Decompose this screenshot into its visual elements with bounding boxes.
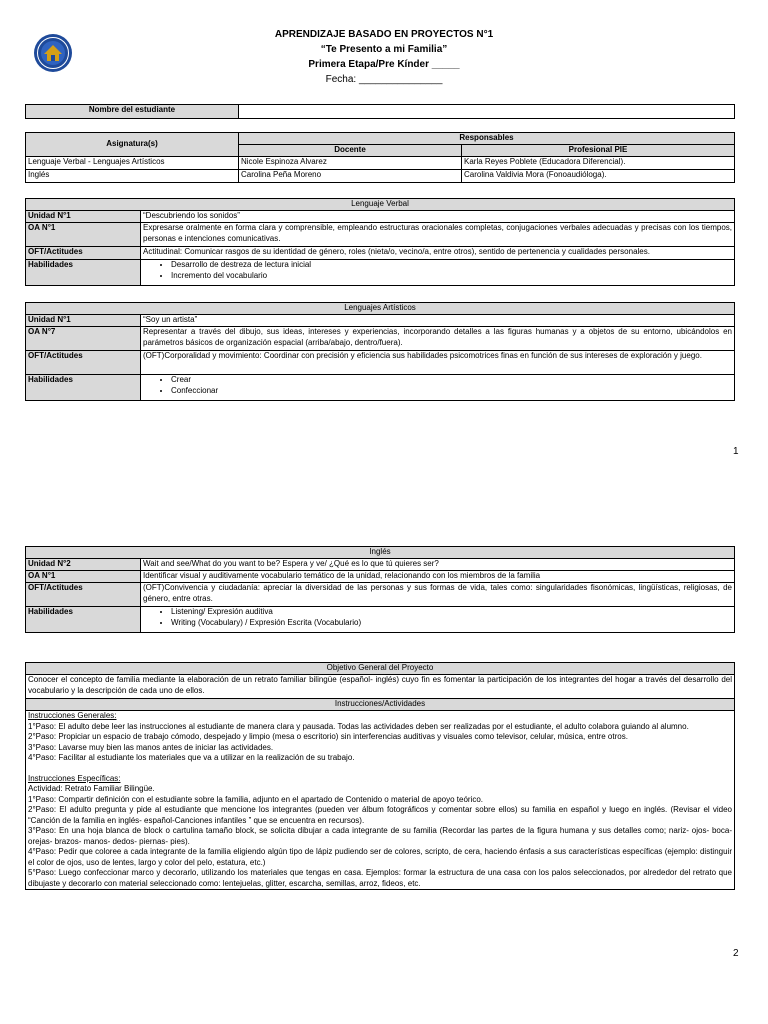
list-item: • Incremento del vocabulario (171, 271, 732, 282)
section-title: Lenguaje Verbal (26, 199, 735, 211)
unidad-value: “Descubriendo los sonidos” (141, 211, 735, 223)
list-item: • Crear (171, 375, 732, 386)
date-line: Fecha: _______________ (325, 74, 443, 85)
objetivo-title: Objetivo General del Proyecto (26, 663, 735, 675)
activity-line: Actividad: Retrato Familiar Bilingüe. (28, 784, 155, 793)
oa-value: Expresarse oralmente en forma clara y comprensible, empleando estructuras oracionales completas, conjugaciones verbales adecuadas y precisas con los tiempos, personas e intenciones comunicativas. (141, 223, 735, 247)
oft-label: OFT/Actitudes (26, 583, 141, 607)
subject-cell: Lenguaje Verbal - Lenguajes Artísticos (26, 157, 239, 170)
list-item: • Desarrollo de destreza de lectura inicial (171, 260, 732, 271)
list-item: • Confeccionar (171, 386, 732, 397)
teacher-header: Docente (239, 145, 462, 157)
specific-heading: Instrucciones Específicas: (28, 773, 121, 783)
teacher-cell: Nicole Espinoza Alvarez (239, 157, 462, 170)
subject-header: Asignatura(s) (26, 133, 239, 157)
responsables-table (25, 132, 735, 183)
unidad-label: Unidad N°1 (26, 315, 141, 327)
oft-value: (OFT)Corporalidad y movimiento: Coordinar con precisión y eficiencia sus habilidades psicomotrices finas en función de sus intereses de exploración y juego. (141, 351, 735, 375)
oft-label: OFT/Actitudes (26, 351, 141, 375)
habilidades-label: Habilidades (26, 260, 141, 286)
objetivo-text: Conocer el concepto de familia mediante la elaboración de un retrato familiar bilingüe (español- inglés) cuyo fin es fomentar la participación de los integrantes del hogar a través del desarrollo del vocabulario y la descripción de cada uno de ellos. (26, 675, 735, 699)
list-item: 1°Paso: El adulto debe leer las instrucciones al estudiante de manera clara y pausada. Todas las actividades deben ser realizadas por el estudiante, el adulto colabora guiando al alumno. (28, 721, 689, 731)
list-item: 2°Paso: El adulto pregunta y pide al estudiante que mencione los integrantes (pueden ver álbum fotográficos y comentar sobre ellos) su familia en español y luego en inglés. (Revisar el video “Canción de la familia en inglés- español-Canciones infantiles ” que se encuentra en recursos). (28, 805, 732, 825)
habilidades-label: Habilidades (26, 375, 141, 401)
habilidades-label: Habilidades (26, 607, 141, 633)
pie-cell: Karla Reyes Poblete (Educadora Diferencial). (462, 157, 735, 170)
list-item: 1°Paso: Compartir definición con el estudiante sobre la familia, adjunto en el apartado de Contenido o material de apoyo teórico. (28, 794, 484, 804)
list-item: • Listening/ Expresión auditiva (171, 607, 732, 618)
general-heading: Instrucciones Generales: (28, 711, 117, 720)
habilidades-list (141, 260, 735, 286)
table-row (26, 157, 735, 170)
objetivo-instrucciones-table (25, 662, 735, 890)
lenguajes-artisticos-table (25, 302, 735, 401)
lenguaje-verbal-table (25, 198, 735, 286)
list-item: 4°Paso: Facilitar al estudiante los materiales que va a utilizar en la realización de su trabajo. (28, 753, 355, 762)
instrucciones-body (26, 711, 735, 890)
table-row (26, 170, 735, 183)
list-item: 3°Paso: Lavarse muy bien las manos antes de iniciar las actividades. (28, 742, 274, 752)
habilidades-list (141, 607, 735, 633)
document-title: APRENDIZAJE BASADO EN PROYECTOS N°1 (274, 29, 494, 40)
oa-label: OA N°7 (26, 327, 141, 351)
pie-header: Profesional PIE (462, 145, 735, 157)
unidad-value: Wait and see/What do you want to be? Espera y ve/ ¿Qué es lo que tú quieres ser? (141, 559, 735, 571)
unidad-label: Unidad N°2 (26, 559, 141, 571)
oa-label: OA N°1 (26, 223, 141, 247)
page-number: 1 (733, 446, 739, 457)
unidad-label: Unidad N°1 (26, 211, 141, 223)
teacher-cell: Carolina Peña Moreno (239, 170, 462, 183)
oa-value: Representar a través del dibujo, sus ideas, intereses y experiencias, incorporando detalles a las figuras humanas y a objetos de su entorno, ubicándolos en parámetros básicos de organización espacial (arriba/abajo, dentro/fuera). (141, 327, 735, 351)
oa-value: Identificar visual y auditivamente vocabulario temático de la unidad, relacionando con los miembros de la familia (141, 571, 735, 583)
instrucciones-title: Instrucciones/Actividades (26, 699, 735, 711)
page-number: 2 (733, 948, 739, 959)
oft-label: OFT/Actitudes (26, 247, 141, 260)
responsables-header: Responsables (239, 133, 735, 145)
oft-value: Actitudinal: Comunicar rasgos de su identidad de género, roles (nieta/o, vecino/a, entre otros), sentido de pertenencia y cualidades personales. (141, 247, 735, 260)
list-item: • Writing (Vocabulary) / Expresión Escrita (Vocabulario) (171, 618, 732, 629)
stage-line: Primera Etapa/Pre Kínder _____ (308, 59, 460, 70)
unidad-value: “Soy un artista” (141, 315, 735, 327)
student-name-field[interactable] (239, 105, 735, 119)
list-item: 5°Paso: Luego confeccionar marco y decorarlo, utilizando los materiales que tengas en casa. Ejemplos: formar la estructura de una casa con los palos seleccionados, por alrededor del retrato que dibujaste y decorarlo con material seleccionado como: lentejuelas, glitter, escarcha, semillas, arroz, fideos, etc. (28, 868, 732, 888)
oft-value: (OFT)Convivencia y ciudadanía: apreciar la diversidad de las personas y sus formas de vida, tales como: singularidades fisonómicas, lingüísticas, religiosas, de género, entre otras. (141, 583, 735, 607)
section-title: Inglés (26, 547, 735, 559)
habilidades-list (141, 375, 735, 401)
section-title: Lenguajes Artísticos (26, 303, 735, 315)
student-name-table (25, 104, 735, 119)
list-item: 4°Paso: Pedir que coloree a cada integrante de la familia eligiendo algún tipo de lápiz pudiendo ser de colores, scripto, de cera, haciendo énfasis a sus características específicas (ejemplo: distinguir el color de ojos, uso de lentes, largo y color del pelo, estatura, etc.) (28, 847, 732, 867)
ingles-table (25, 546, 735, 633)
subject-cell: Inglés (26, 170, 239, 183)
oa-label: OA N°1 (26, 571, 141, 583)
student-name-label: Nombre del estudiante (26, 105, 239, 119)
pie-cell: Carolina Valdivia Mora (Fonoaudióloga). (462, 170, 735, 183)
list-item: 3°Paso: En una hoja blanca de block o cartulina tamaño block, se solicita dibujar a cada integrante de su familia (Recordar las partes de la figura humana y sus detalles como; nariz- ojos- boca- orejas- brazos- manos- dedos- piernas- pies). (28, 826, 732, 846)
list-item: 2°Paso: Propiciar un espacio de trabajo cómodo, despejado y limpio (mesa o escritorio) sin interferencias auditivas y visuales como televisor, celular, música, entre otros. (28, 732, 628, 741)
document-subtitle: “Te Presento a mi Familia” (320, 44, 448, 55)
